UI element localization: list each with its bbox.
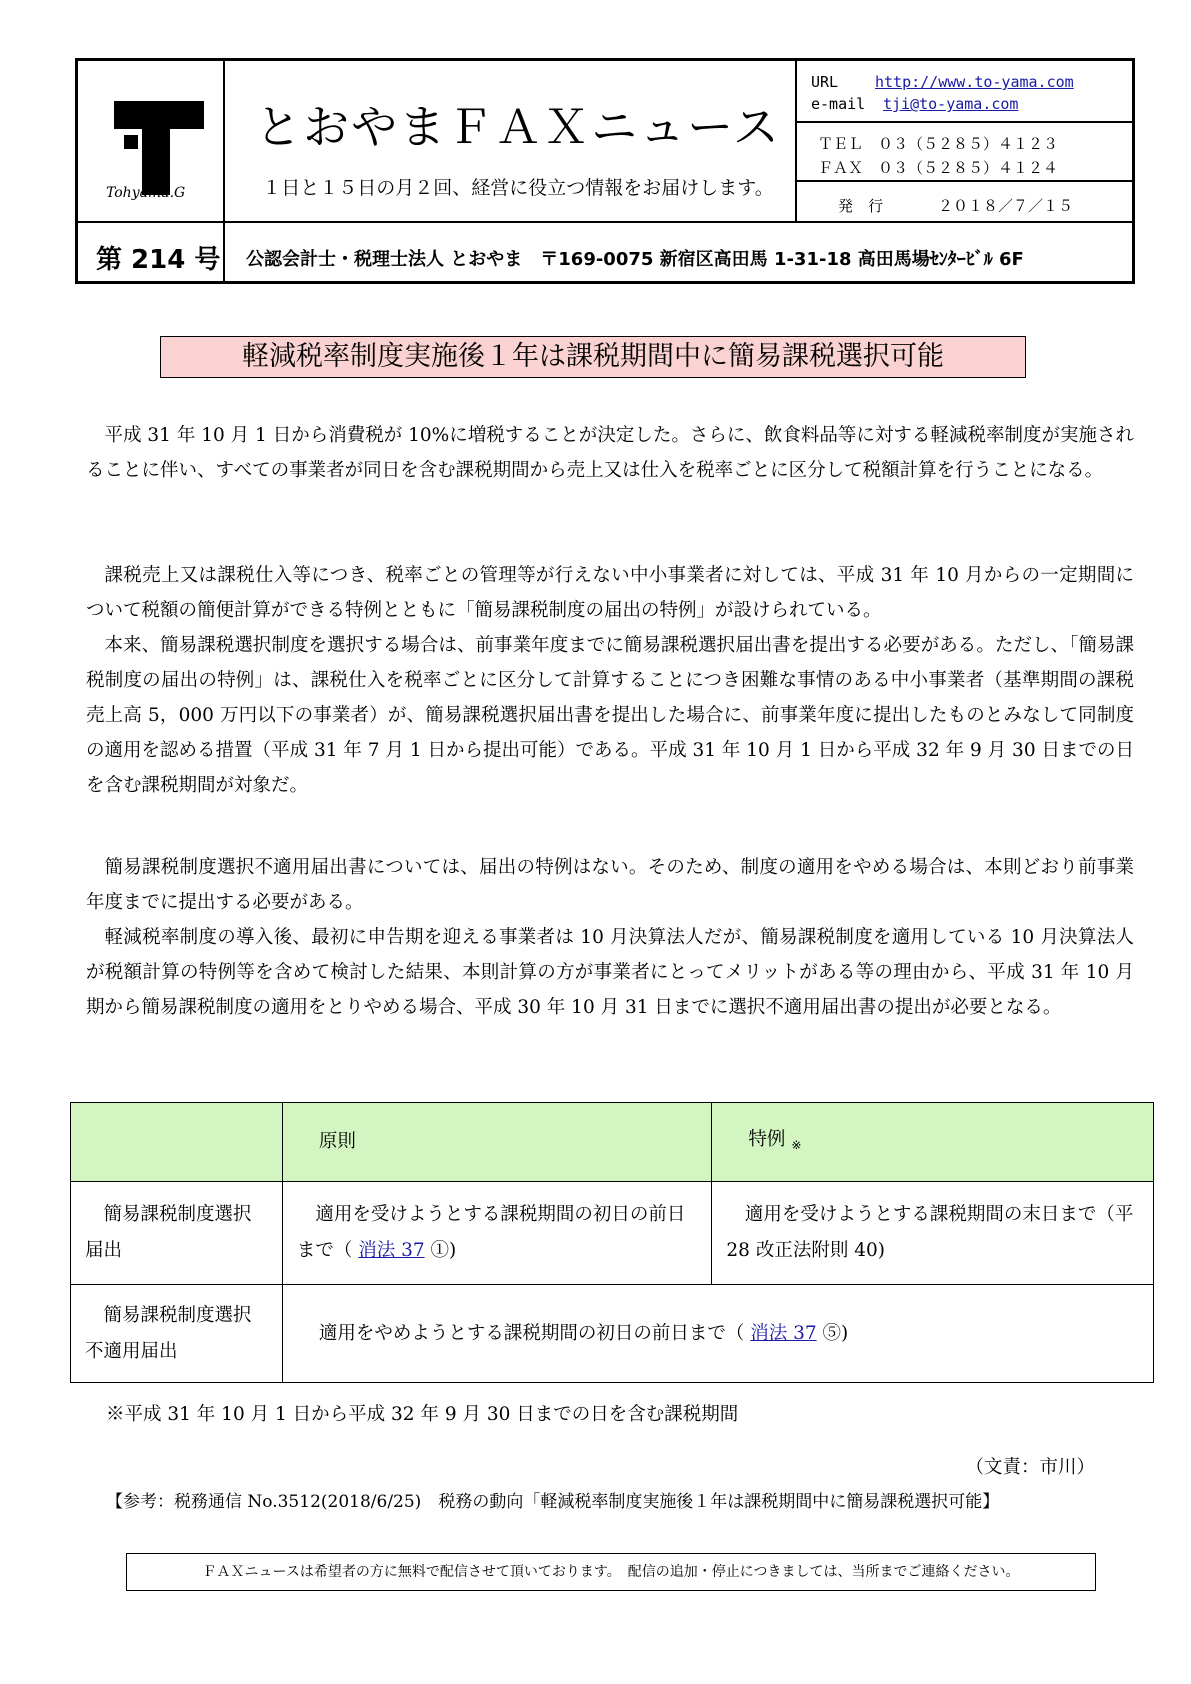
issue-number: 第 214 号: [96, 245, 221, 275]
non-application-cell: [282, 1285, 1153, 1383]
paragraph: 簡易課税制度選択不適用届出書については、届出の特例はない。そのため、制度の適用をやめる場合は、本則どおり前事業年度までに提出する必要がある。: [86, 857, 1134, 913]
filing-deadline-table: [70, 1102, 1154, 1383]
newsletter-title: とおやまＦＡＸニュース: [255, 100, 781, 154]
newsletter-subtitle: １日と１５日の月２回、経営に役立つ情報をお届けします。: [262, 177, 774, 199]
fax-number: ＦＡＸ ０３（５２８５）４１２４: [818, 159, 1059, 177]
law-link-37-5[interactable]: 消法 37: [750, 1322, 817, 1344]
law-link-37-1[interactable]: 消法 37: [358, 1240, 425, 1261]
paragraph: 本来、簡易課税選択制度を選択する場合は、前事業年度までに簡易課税選択届出書を提出する必要がある。ただし、「簡易課税制度の届出の特例」は、課税仕入を税率ごとに区分して計算することにつき困難な事情のある中小事業者（基準期間の課税売上高 5，000 万円以下の事業者）が、簡易課税選択届出書を提出した場合に、前事業年度に提出したものとみなして同制度の適用を認める措置（平成 31 年 7 月 1 日から提出可能）である。平成 31 年 10 月 1 日から平成 32 年 9 月 30 日までの日を含む課税期間が対象だ。: [86, 635, 1134, 796]
table-footnote: ※平成 31 年 10 月 1 日から平成 32 年 9 月 30 日までの日を含む課税期間: [106, 1404, 739, 1425]
article-section-1: [86, 418, 1134, 488]
divider-logo: [223, 61, 225, 281]
footer-notice: ＦＡＸニュースは希望者の方に無料で配信させて頂いております。 配信の追加・停止につきましては、当所までご連絡ください。: [126, 1553, 1096, 1591]
table-row: [71, 1285, 1154, 1383]
issued-date: ２０１８／７／１５: [938, 197, 1074, 215]
row-label-selection: 簡易課税制度選択 届出: [71, 1182, 283, 1285]
special-label: 特例: [748, 1128, 786, 1150]
paragraph: 課税売上又は課税仕入等につき、税率ごとの管理等が行えない中小事業者に対しては、平成 31 年 10 月からの一定期間について税額の簡便計算ができる特例とともに「簡易課税制度の届出の特例」が設けられている。: [86, 565, 1134, 621]
table-header-row: [71, 1103, 1154, 1182]
divider-contact-2: [795, 180, 1132, 182]
cell-text: 適用をやめようとする課税期間の初日の前日まで（: [318, 1322, 751, 1344]
table-row: [71, 1182, 1154, 1285]
logo-t-notch: [124, 135, 138, 149]
logo-signature: Tohyama.G: [106, 185, 186, 201]
divider-bottom-row: [78, 221, 1132, 223]
tel-number: ＴＥＬ ０３（５２８５）４１２３: [818, 135, 1059, 153]
table-header-empty: [71, 1103, 283, 1182]
issued-label: 発 行: [838, 197, 884, 215]
principle-selection-cell: [282, 1182, 712, 1285]
article-headline: 軽減税率制度実施後１年は課税期間中に簡易課税選択可能: [160, 336, 1026, 378]
author-credit: （文責：市川）: [965, 1457, 1095, 1478]
email-link[interactable]: tji@to-yama.com: [883, 95, 1019, 113]
cell-text: 適用を受けようとする課税期間の初日の前日まで（: [296, 1204, 686, 1261]
email-label: e-mail: [811, 95, 866, 113]
table-header-special: [712, 1103, 1154, 1182]
office-address: 公認会計士・税理士法人 とおやま 〒169-0075 新宿区高田馬 1-31-18 高田馬場ｾﾝﾀｰﾋﾞﾙ 6F: [246, 249, 1024, 270]
special-selection-cell: 適用を受けようとする課税期間の末日まで（平 28 改正法附則 40): [712, 1182, 1154, 1285]
url-link[interactable]: http://www.to-yama.com: [875, 73, 1074, 91]
cell-text: ①): [424, 1240, 457, 1261]
divider-contact-1: [795, 121, 1132, 123]
header-frame: [75, 58, 1135, 284]
table-header-principle: 原則: [282, 1103, 712, 1182]
paragraph: 軽減税率制度の導入後、最初に申告期を迎える事業者は 10 月決算法人だが、簡易課税制度を適用している 10 月決算法人が税額計算の特例等を含めて検討した結果、本則計算の方が事業者にとってメリットがある等の理由から、平成 31 年 10 月期から簡易課税制度の適用をとりやめる場合、平成 30 年 10 月 31 日までに選択不適用届出書の提出が必要となる。: [86, 927, 1134, 1018]
article-section-3: [86, 850, 1134, 1025]
paragraph: 平成 31 年 10 月 1 日から消費税が 10%に増税することが決定した。さらに、飲食料品等に対する軽減税率制度が実施されることに伴い、すべての事業者が同日を含む課税期間から売上又は仕入を税率ごとに区分して税額計算を行うことになる。: [86, 425, 1134, 481]
special-note-mark: ※: [791, 1137, 802, 1152]
url-label: URL: [811, 73, 839, 91]
logo-t-stem: [142, 119, 170, 195]
cell-text: ⑤): [816, 1322, 849, 1344]
row-label-non-application: 簡易課税制度選択 不適用届出: [71, 1285, 283, 1383]
reference-citation: 【参考：税務通信 No.3512(2018/6/25) 税務の動向「軽減税率制度実施後１年は課税期間中に簡易課税選択可能】: [106, 1492, 1000, 1512]
article-section-2: [86, 558, 1134, 803]
